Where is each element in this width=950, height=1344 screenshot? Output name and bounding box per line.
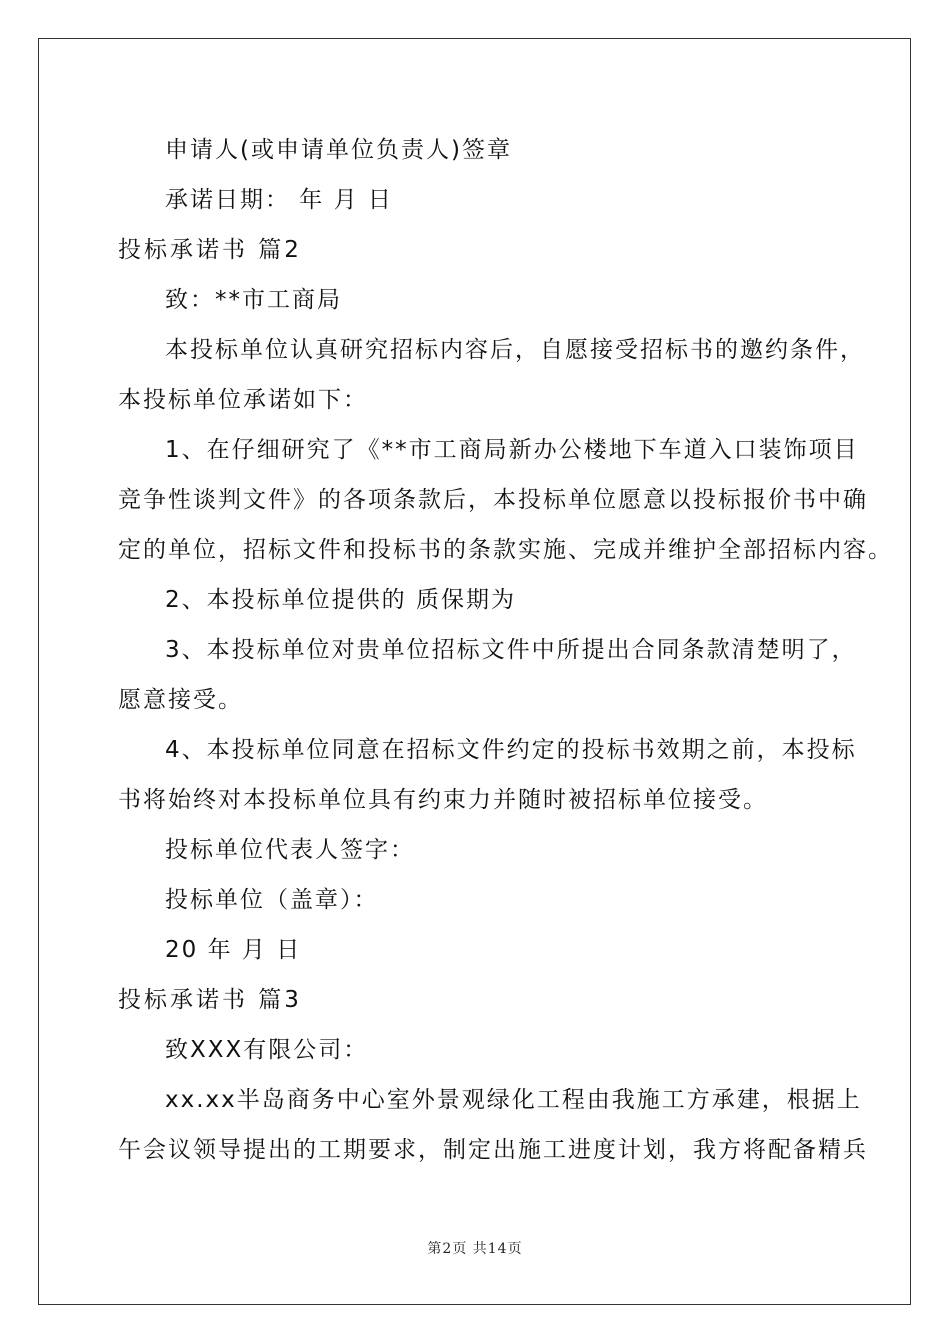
paragraph-line: 1、在仔细研究了《**市工商局新办公楼地下车道入口装饰项目 bbox=[165, 437, 859, 463]
date-line: 20 年 月 日 bbox=[165, 937, 302, 963]
company-seal-line: 投标单位（盖章）： bbox=[165, 887, 379, 913]
page-number-footer: 第2页 共14页 bbox=[427, 1241, 523, 1257]
commitment-date-line: 承诺日期： 年 月 日 bbox=[165, 187, 393, 213]
addressee-line: 致：**市工商局 bbox=[165, 287, 342, 313]
paragraph-line: 本投标单位承诺如下： bbox=[118, 387, 368, 413]
paragraph-line: 书将始终对本投标单位具有约束力并随时被招标单位接受。 bbox=[118, 787, 768, 813]
paragraph-line: 本投标单位认真研究招标内容后，自愿接受招标书的邀约条件， bbox=[165, 337, 865, 363]
paragraph-line: 4、本投标单位同意在招标文件约定的投标书效期之前，本投标 bbox=[165, 737, 857, 763]
section-heading-2: 投标承诺书 篇2 bbox=[118, 237, 302, 263]
paragraph-line: 午会议领导提出的工期要求，制定出施工进度计划，我方将配备精兵 bbox=[118, 1137, 868, 1163]
paragraph-line: 定的单位，招标文件和投标书的条款实施、完成并维护全部招标内容。 bbox=[118, 537, 893, 563]
representative-signature-line: 投标单位代表人签字： bbox=[165, 837, 415, 863]
addressee-line: 致XXX有限公司： bbox=[165, 1037, 369, 1063]
paragraph-line: 愿意接受。 bbox=[118, 687, 243, 713]
paragraph-line: 3、本投标单位对贵单位招标文件中所提出合同条款清楚明了， bbox=[165, 637, 857, 663]
section-heading-3: 投标承诺书 篇3 bbox=[118, 987, 302, 1013]
signature-line: 申请人(或申请单位负责人)签章 bbox=[165, 137, 512, 163]
paragraph-line: 2、本投标单位提供的 质保期为 bbox=[165, 587, 516, 613]
paragraph-line: 竞争性谈判文件》的各项条款后，本投标单位愿意以投标报价书中确 bbox=[118, 487, 868, 513]
paragraph-line: xx.xx半岛商务中心室外景观绿化工程由我施工方承建，根据上 bbox=[165, 1087, 862, 1113]
